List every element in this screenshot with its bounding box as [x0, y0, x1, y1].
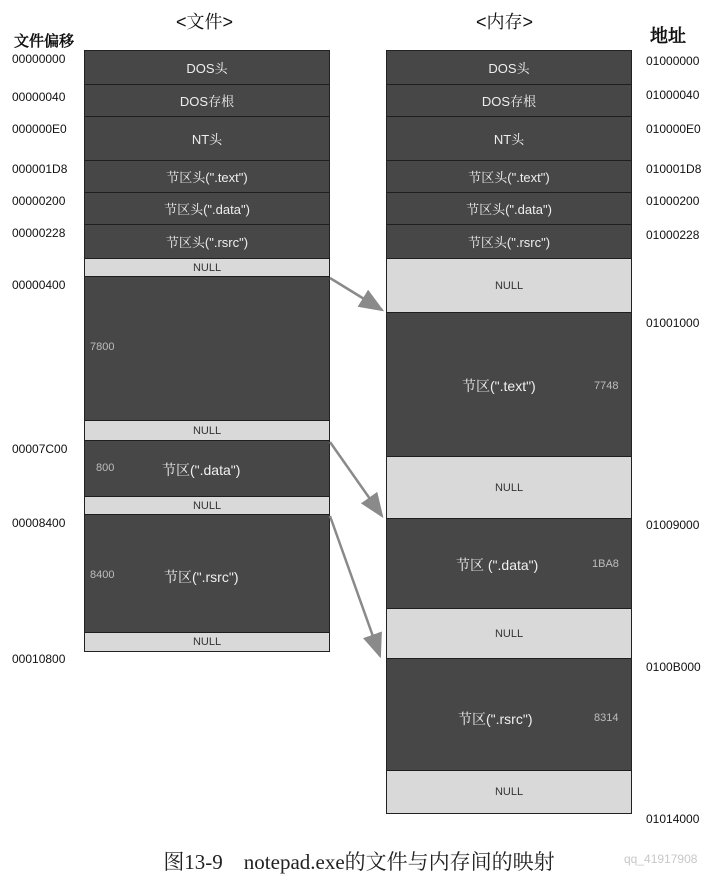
- mem-section-header-rsrc-block: 节区头(".rsrc"): [387, 225, 631, 259]
- file-offset-label: 00000000: [12, 52, 66, 66]
- nt-header-block: NT头: [85, 117, 329, 161]
- null-padding: NULL: [85, 421, 329, 441]
- file-offset-label: 00000400: [12, 278, 66, 292]
- file-text-size: 7800: [90, 341, 115, 353]
- address-header: 地址: [650, 26, 686, 46]
- memory-address-label: 01000000: [646, 54, 700, 68]
- file-offset-label: 00007C00: [12, 442, 68, 456]
- file-offset-label: 00000200: [12, 194, 66, 208]
- mem-dos-stub-block: DOS存根: [387, 85, 631, 117]
- text-section-mapping-arrow: [330, 278, 382, 310]
- memory-address-label: 01000228: [646, 228, 700, 242]
- mem-text-size: 7748: [594, 380, 619, 392]
- file-data-size: 800: [96, 462, 115, 474]
- mem-section-header-text-block: 节区头(".text"): [387, 161, 631, 193]
- null-padding: NULL: [85, 259, 329, 277]
- section-header-rsrc-block: 节区头(".rsrc"): [85, 225, 329, 259]
- memory-address-label: 0100B000: [646, 660, 701, 674]
- file-offset-label: 000001D8: [12, 162, 68, 176]
- mem-data-size: 1BA8: [592, 558, 619, 570]
- section-header-data-block: 节区头(".data"): [85, 193, 329, 225]
- memory-address-label: 01014000: [646, 812, 700, 826]
- mem-text-section-label: 节区(".text"): [462, 378, 536, 394]
- file-offset-label: 00000040: [12, 90, 66, 104]
- memory-address-label: 01000040: [646, 88, 700, 102]
- null-padding: NULL: [85, 633, 329, 651]
- dos-stub-block: DOS存根: [85, 85, 329, 117]
- null-padding: NULL: [387, 457, 631, 519]
- file-offset-label: 00008400: [12, 516, 66, 530]
- mem-dos-header-block: DOS头: [387, 51, 631, 85]
- mem-rsrc-section-label: 节区(".rsrc"): [458, 711, 533, 727]
- figure-caption: 图13-9 notepad.exe的文件与内存间的映射: [163, 850, 555, 874]
- mem-nt-header-block: NT头: [387, 117, 631, 161]
- mem-section-header-data-block: 节区头(".data"): [387, 193, 631, 225]
- file-offset-header: 文件偏移: [14, 33, 75, 50]
- file-offset-label: 000000E0: [12, 122, 67, 136]
- file-rsrc-size: 8400: [90, 569, 115, 581]
- null-padding: NULL: [85, 497, 329, 515]
- memory-column-title: <内存>: [476, 12, 534, 32]
- rsrc-section-mapping-arrow: [330, 516, 380, 656]
- file-data-section-label: 节区(".data"): [162, 462, 241, 478]
- file-rsrc-section-label: 节区(".rsrc"): [164, 569, 239, 585]
- memory-address-label: 010001D8: [646, 162, 702, 176]
- section-header-text-block: 节区头(".text"): [85, 161, 329, 193]
- memory-address-label: 01009000: [646, 518, 700, 532]
- dos-header-block: DOS头: [85, 51, 329, 85]
- watermark: qq_41917908: [624, 852, 698, 866]
- memory-address-label: 01000200: [646, 194, 700, 208]
- data-section-mapping-arrow: [330, 442, 382, 516]
- mem-rsrc-size: 8314: [594, 712, 619, 724]
- null-padding: NULL: [387, 771, 631, 813]
- file-column-title: <文件>: [176, 12, 234, 32]
- mem-data-section-label: 节区 (".data"): [456, 557, 539, 573]
- memory-address-label: 010000E0: [646, 122, 701, 136]
- file-offset-label: 00000228: [12, 226, 66, 240]
- null-padding: NULL: [387, 609, 631, 659]
- memory-address-label: 01001000: [646, 316, 700, 330]
- file-offset-label: 00010800: [12, 652, 66, 666]
- null-padding: NULL: [387, 259, 631, 313]
